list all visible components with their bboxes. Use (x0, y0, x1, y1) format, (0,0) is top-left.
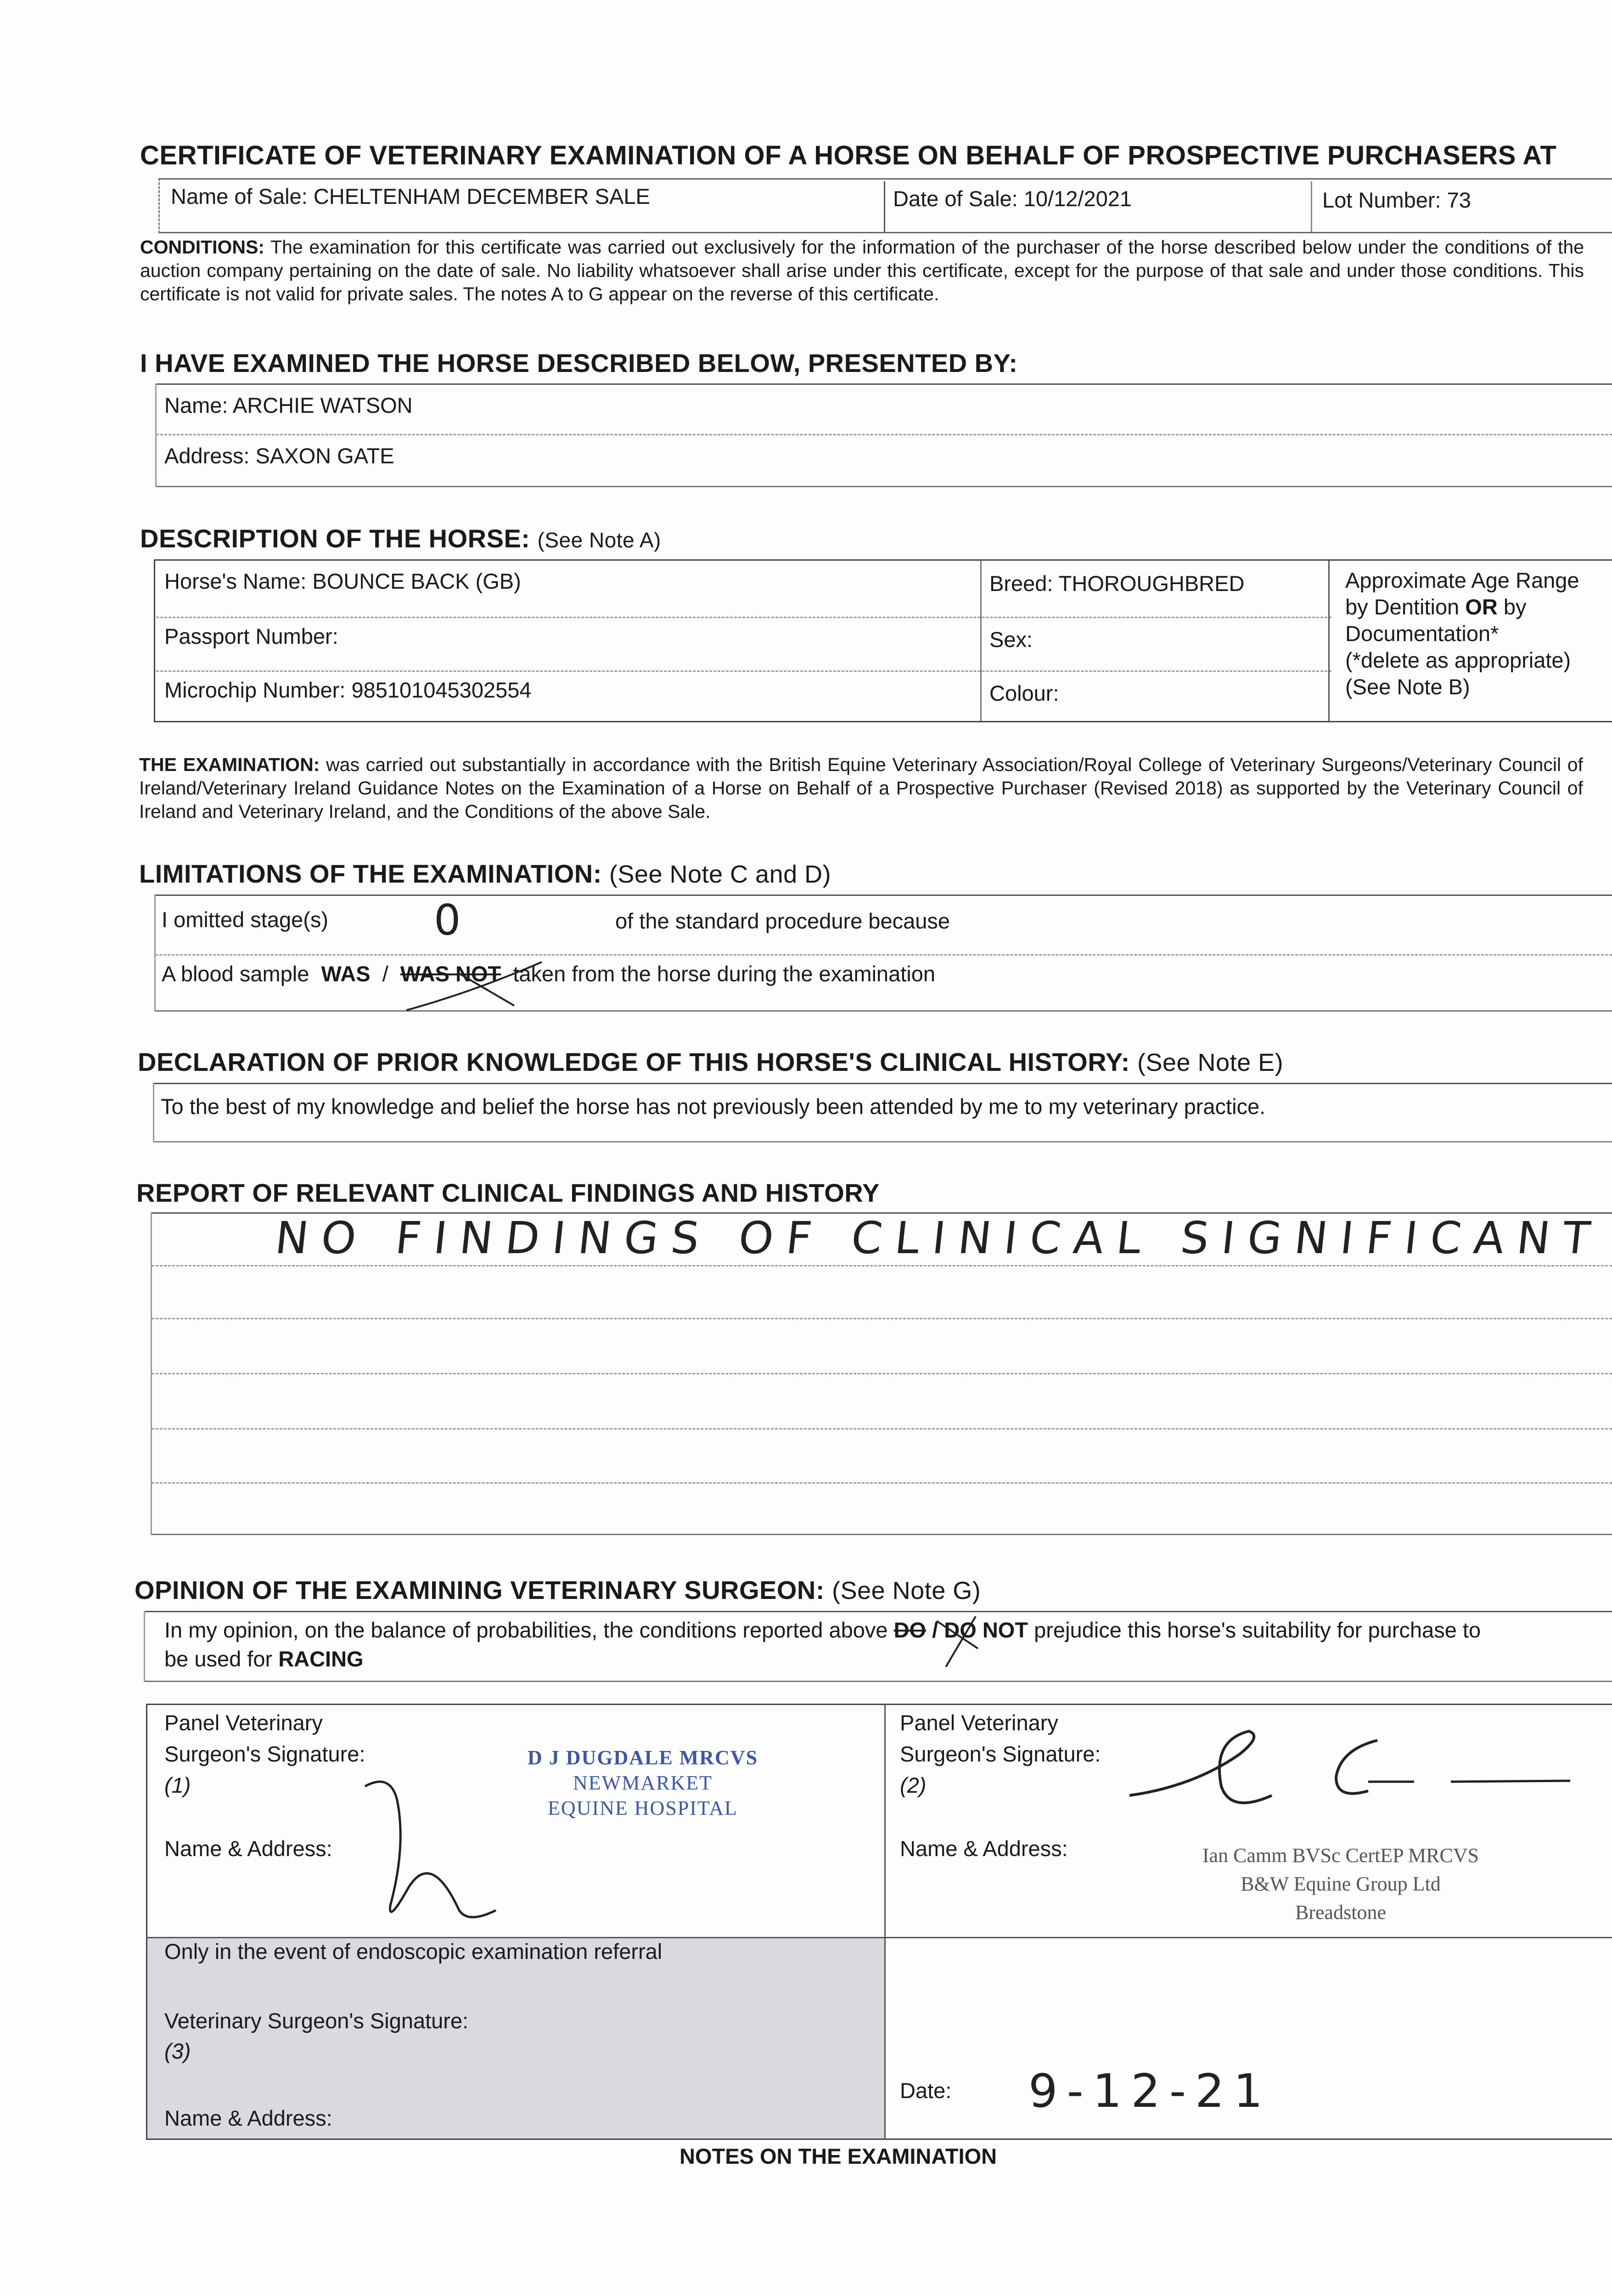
report-rule-3 (152, 1373, 1612, 1374)
date-label: Date: (900, 2078, 952, 2103)
examination-label: THE EXAMINATION: (139, 754, 320, 775)
omitted-stages-label: I omitted stage(s) (162, 907, 329, 932)
panel-1-number: (1) (164, 1773, 191, 1797)
declaration-heading-text: DECLARATION OF PRIOR KNOWLEDGE OF THIS HORSE'S CLINICAL HISTORY: (138, 1047, 1130, 1076)
opinion-sep: / (932, 1618, 938, 1642)
signature-grid-mid-rule (146, 1937, 1612, 1938)
panel-3-line-1: Veterinary Surgeon's Signature: (164, 2009, 469, 2033)
panel-3-number: (3) (164, 2039, 191, 2063)
description-heading-text: DESCRIPTION OF THE HORSE: (140, 524, 530, 553)
panel-2-stamp (1175, 1841, 1506, 1927)
omitted-stages-value: 0 (434, 895, 461, 945)
presenter-address: Address: SAXON GATE (164, 444, 394, 468)
horse-colour: Colour: (989, 681, 1059, 705)
age-line-1: Approximate Age Range (1345, 568, 1579, 592)
panel-1-stamp (523, 1745, 762, 1821)
opinion-bottom-rule (145, 1681, 1612, 1682)
age-line-5: (See Note B) (1345, 675, 1470, 699)
limitations-heading-text: LIMITATIONS OF THE EXAMINATION: (139, 859, 602, 888)
age-line-2-or: OR (1465, 595, 1498, 619)
conditions-text: The examination for this certificate was carried out exclusively for the information of the purchaser of the horse described below under the conditions of the auction company pertaining on the date of sale. No liability whatsoever shall arise under this certificate, except for the purpose of that sale and under those conditions. This certificate is not valid for private sales. The notes A to G appear on the reverse of this certificate. (140, 236, 1584, 304)
description-heading (140, 523, 661, 553)
blood-sample-tail: taken from the horse during the examination (513, 962, 935, 986)
stamp-1-line-1: D J DUGDALE MRCVS (527, 1746, 758, 1769)
presented-mid-rule (156, 434, 1612, 435)
blood-was: WAS (321, 962, 371, 986)
report-rule-5 (152, 1482, 1612, 1484)
conditions-paragraph (140, 236, 1584, 306)
opinion-text-b: prejudice this horse's suitability for purchase to (1034, 1618, 1481, 1642)
report-heading: REPORT OF RELEVANT CLINICAL FINDINGS AND HISTORY (136, 1178, 880, 1207)
presented-by-heading: I HAVE EXAMINED THE HORSE DESCRIBED BELOW, PRESENTED BY: (140, 349, 1018, 377)
report-rule-1 (152, 1265, 1612, 1266)
description-row-rule-2 (156, 670, 1331, 672)
do-strikethrough-mark (932, 1612, 983, 1671)
limitations-heading (139, 859, 831, 889)
opinion-left-rule (144, 1611, 145, 1682)
certificate-title: CERTIFICATE OF VETERINARY EXAMINATION OF A HORSE ON BEHALF OF PROSPECTIVE PURCHASERS AT (140, 141, 1557, 170)
declaration-note: (See Note E) (1137, 1049, 1284, 1076)
panel-2-signature (1120, 1727, 1579, 1818)
opinion-heading-text: OPINION OF THE EXAMINING VETERINARY SURGEON: (135, 1576, 825, 1604)
report-bottom-rule (152, 1534, 1612, 1535)
horse-name: Horse's Name: BOUNCE BACK (GB) (164, 569, 521, 593)
omitted-stages-reason: of the standard procedure because (615, 909, 950, 933)
stamp-2-line-3: Breadstone (1295, 1901, 1386, 1924)
description-col-rule-1 (980, 560, 982, 721)
signature-grid-divider (884, 1704, 886, 2140)
stamp-2-line-2: B&W Equine Group Ltd (1241, 1873, 1441, 1895)
limitations-top-rule (155, 895, 1612, 896)
examination-paragraph (139, 753, 1583, 823)
panel-1-signature (363, 1773, 514, 1933)
opinion-line-1 (164, 1617, 1481, 1643)
report-rule-2 (152, 1318, 1612, 1319)
panel-2-name-address: Name & Address: (900, 1836, 1068, 1861)
panel-2-label (900, 1707, 1101, 1801)
microchip-number: Microchip Number: 985101045302554 (164, 678, 532, 702)
panel-1-line-2: Surgeon's Signature: (164, 1742, 365, 1766)
presented-bottom-rule (156, 486, 1612, 487)
endoscopic-note: Only in the event of endoscopic examination referral (164, 1939, 663, 1964)
declaration-top-rule (154, 1083, 1612, 1084)
lot-number: Lot Number: 73 (1322, 188, 1471, 212)
opinion-heading (135, 1575, 981, 1605)
description-note: (See Note A) (537, 528, 661, 552)
age-line-2 (1345, 594, 1579, 620)
panel-2-line-1: Panel Veterinary (900, 1711, 1058, 1735)
panel-2-line-2: Surgeon's Signature: (900, 1742, 1101, 1766)
wasnot-strikethrough-mark (404, 955, 551, 1015)
horse-breed: Breed: THOROUGHBRED (989, 571, 1245, 596)
blood-sep: / (382, 962, 388, 986)
opinion-text-c: be used for (164, 1647, 273, 1671)
panel-1-name-address: Name & Address: (164, 1836, 332, 1861)
opinion-text-a: In my opinion, on the balance of probabilities, the conditions reported above (164, 1618, 888, 1642)
clinical-findings-handwriting: NO FINDINGS OF CLINICAL SIGNIFICANT (273, 1212, 1606, 1264)
date-value: 9-12-21 (1028, 2064, 1272, 2118)
opinion-do: DO (893, 1618, 927, 1642)
stamp-1-line-2: NEWMARKET (573, 1772, 713, 1794)
limitations-mid-rule (155, 954, 1612, 956)
date-of-sale: Date of Sale: 10/12/2021 (893, 186, 1132, 211)
age-line-2a: by Dentition (1345, 595, 1466, 619)
panel-1-line-1: Panel Veterinary (164, 1711, 323, 1735)
age-line-2b: by (1497, 595, 1527, 619)
stamp-1-line-3: EQUINE HOSPITAL (548, 1797, 738, 1819)
declaration-left-rule (153, 1083, 154, 1142)
opinion-line-2 (164, 1646, 364, 1671)
stamp-2-line-1: Ian Camm BVSc CertEP MRCVS (1202, 1844, 1479, 1867)
sale-divider-2 (1311, 181, 1312, 232)
panel-3-name-address: Name & Address: (164, 2106, 332, 2130)
footer-notes-heading: NOTES ON THE EXAMINATION (680, 2144, 997, 2168)
opinion-note: (See Note G) (832, 1577, 981, 1604)
report-rule-4 (152, 1428, 1612, 1429)
presenter-name: Name: ARCHIE WATSON (164, 393, 413, 417)
panel-2-number: (2) (900, 1773, 927, 1797)
report-left-rule (151, 1212, 152, 1535)
horse-sex: Sex: (989, 627, 1033, 652)
limitations-bottom-rule (155, 1010, 1612, 1012)
examination-text: was carried out substantially in accordance with the British Equine Veterinary Association/Royal College of Veterinary Surgeons/Veterinary Council of Ireland/Veterinary Ireland Guidance Notes on the Examination of a Horse on Behalf of a Prospective Purchaser (Revised 2018) as supported by the Veterinary Council of Ireland and Veterinary Ireland, and the Conditions of the above Sale. (139, 754, 1583, 822)
description-col-rule-2 (1328, 560, 1330, 721)
declaration-text: To the best of my knowledge and belief the horse has not previously been attended by me to my veterinary practice. (161, 1094, 1266, 1119)
presented-left-rule (155, 383, 157, 487)
sale-divider-1 (884, 181, 885, 232)
presented-top-rule (156, 383, 1612, 385)
declaration-bottom-rule (154, 1141, 1612, 1142)
opinion-top-rule (145, 1611, 1612, 1612)
blood-was-not: WAS NOT (400, 962, 501, 986)
panel-3-label (164, 2006, 468, 2066)
declaration-heading (138, 1047, 1283, 1077)
description-row-rule-1 (156, 617, 1331, 618)
opinion-purpose: RACING (278, 1647, 364, 1671)
limitations-left-rule (154, 895, 156, 1012)
panel-1-label (164, 1707, 365, 1801)
conditions-label: CONDITIONS: (140, 236, 265, 258)
passport-number: Passport Number: (164, 624, 338, 648)
age-line-4: (*delete as appropriate) (1345, 648, 1571, 672)
blood-sample-label: A blood sample (162, 962, 309, 986)
name-of-sale: Name of Sale: CHELTENHAM DECEMBER SALE (171, 184, 650, 208)
age-line-3: Documentation* (1345, 621, 1499, 646)
age-range-cell (1345, 567, 1579, 700)
opinion-do-not: DO NOT (944, 1618, 1028, 1642)
limitations-note: (See Note C and D) (609, 861, 831, 888)
